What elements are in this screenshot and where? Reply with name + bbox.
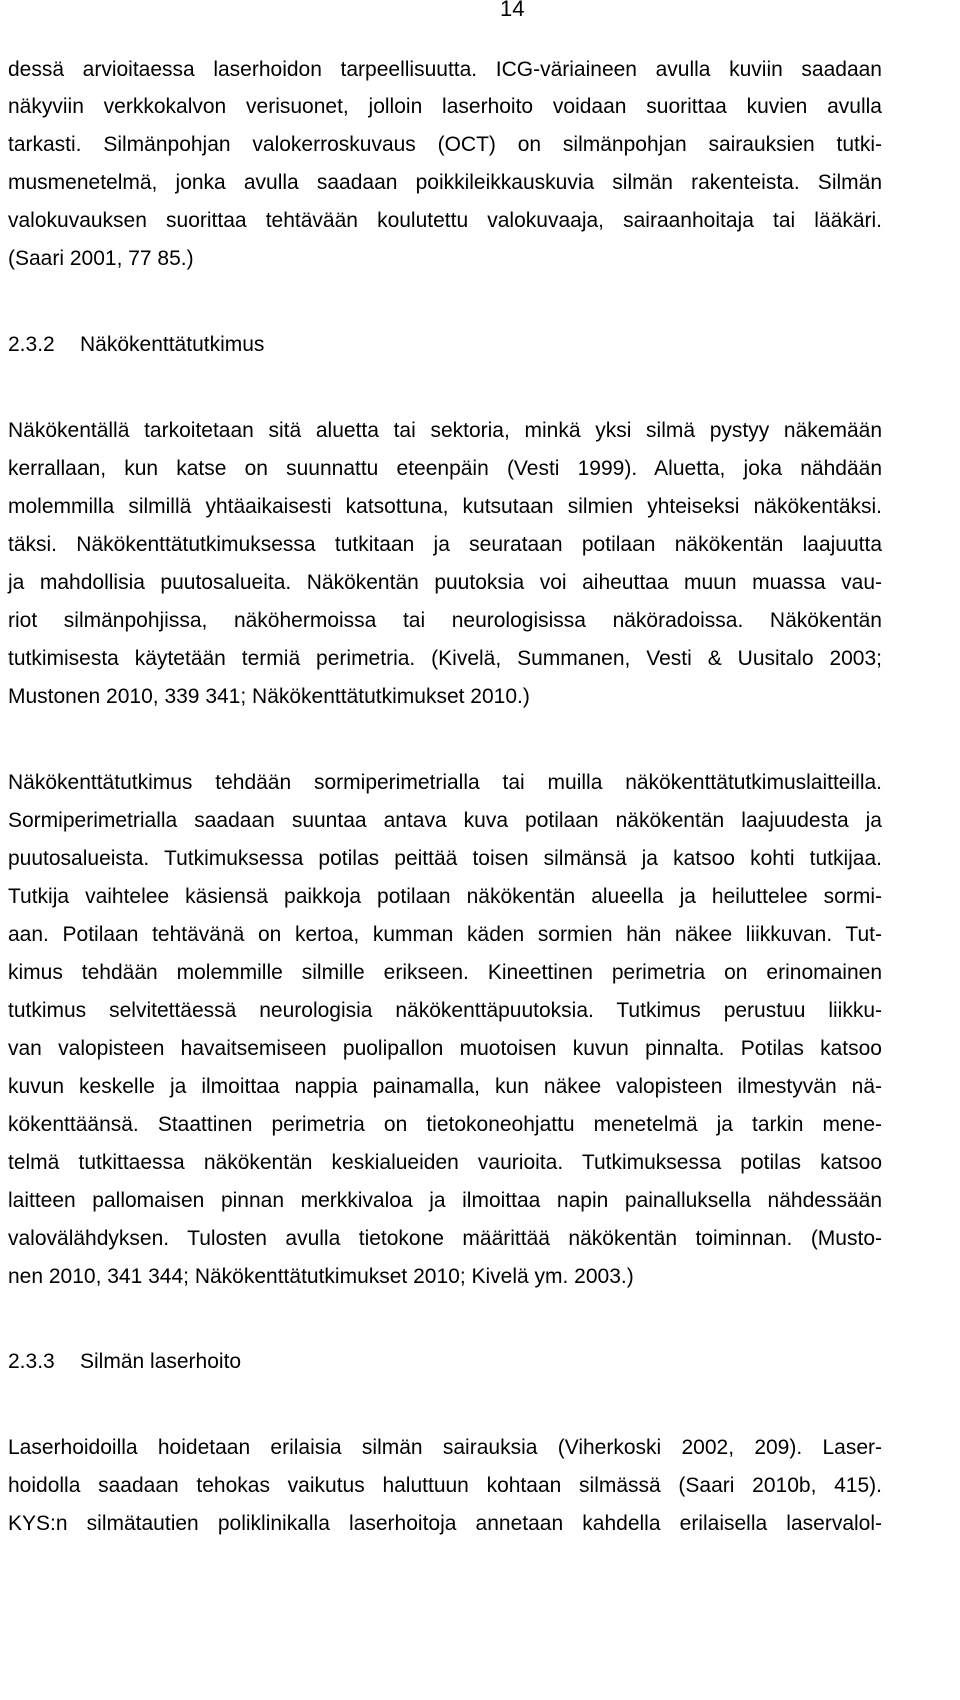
text-line: kuvun keskelle ja ilmoittaa nappia painamalla, kun näkee valopisteen ilmestyvän nä- <box>8 1075 882 1098</box>
page-number: 14 <box>500 0 525 21</box>
text-line: dessä arvioitaessa laserhoidon tarpeellisuutta. ICG-väriaineen avulla kuviin saadaan <box>8 58 882 81</box>
text-line: näkyviin verkkokalvon verisuonet, jolloin laserhoito voidaan suorittaa kuvien avulla <box>8 95 882 118</box>
text-line: tarkasti. Silmänpohjan valokerroskuvaus (OCT) on silmänpohjan sairauksien tutki- <box>8 133 882 156</box>
text-line: kökenttäänsä. Staattinen perimetria on tietokoneohjattu menetelmä ja tarkin mene- <box>8 1113 882 1136</box>
text-line: kimus tehdään molemmille silmille erikseen. Kineettinen perimetria on erinomainen <box>8 961 882 984</box>
text-line: (Saari 2001, 77 85.) <box>8 247 194 270</box>
text-line: täksi. Näkökenttätutkimuksessa tutkitaan ja seurataan potilaan näkökentän laajuutta <box>8 533 882 556</box>
text-line: valovälähdyksen. Tulosten avulla tietokone määrittää näkökentän toiminnan. (Musto- <box>8 1227 882 1250</box>
text-line: Näkökenttätutkimus tehdään sormiperimetrialla tai muilla näkökenttätutkimuslaitteilla. <box>8 771 882 794</box>
text-line: laitteen pallomaisen pinnan merkkivaloa ja ilmoittaa napin painalluksella nähdessään <box>8 1189 882 1212</box>
text-line: Näkökentällä tarkoitetaan sitä aluetta tai sektoria, minkä yksi silmä pystyy näkemään <box>8 419 882 442</box>
text-line: Sormiperimetrialla saadaan suuntaa antava kuva potilaan näkökentän laajuudesta ja <box>8 809 882 832</box>
text-line: tutkimus selvitettäessä neurologisia näkökenttäpuutoksia. Tutkimus perustuu liikku- <box>8 999 882 1022</box>
text-line: Laserhoidoilla hoidetaan erilaisia silmän sairauksia (Viherkoski 2002, 209). Laser- <box>8 1436 882 1459</box>
section-heading-2-3-3 <box>8 1348 882 1378</box>
text-line: Mustonen 2010, 339 341; Näkökenttätutkimukset 2010.) <box>8 685 530 708</box>
text-line: KYS:n silmätautien poliklinikalla laserhoitoja annetaan kahdella erilaisella laservalol- <box>8 1512 882 1535</box>
section-title: Näkökenttätutkimus <box>80 333 265 356</box>
text-line: telmä tutkittaessa näkökentän keskialueiden vaurioita. Tutkimuksessa potilas katsoo <box>8 1151 882 1174</box>
text-line: musmenetelmä, jonka avulla saadaan poikkileikkauskuvia silmän rakenteista. Silmän <box>8 171 882 194</box>
section-title: Silmän laserhoito <box>80 1350 242 1373</box>
text-line: valokuvauksen suorittaa tehtävään koulutettu valokuvaaja, sairaanhoitaja tai lääkäri. <box>8 209 882 232</box>
section-heading-2-3-2 <box>8 331 882 361</box>
text-line: tutkimisesta käytetään termiä perimetria. (Kivelä, Summanen, Vesti & Uusitalo 2003; <box>8 647 882 670</box>
section-number: 2.3.3 <box>8 1350 55 1373</box>
text-line: ja mahdollisia puutosalueita. Näkökentän puutoksia voi aiheuttaa muun muassa vau- <box>8 571 882 594</box>
text-line: van valopisteen havaitsemiseen puolipallon muotoisen kuvun pinnalta. Potilas katsoo <box>8 1037 882 1060</box>
text-line: molemmilla silmillä yhtäaikaisesti katsottuna, kutsutaan silmien yhteiseksi näkökentäksi. <box>8 495 882 518</box>
section-number: 2.3.2 <box>8 333 55 356</box>
text-line: puutosalueista. Tutkimuksessa potilas peittää toisen silmänsä ja katsoo kohti tutkijaa. <box>8 847 882 870</box>
text-line: kerrallaan, kun katse on suunnattu eteenpäin (Vesti 1999). Aluetta, joka nähdään <box>8 457 882 480</box>
text-line: nen 2010, 341 344; Näkökenttätutkimukset 2010; Kivelä ym. 2003.) <box>8 1265 634 1288</box>
text-line: Tutkija vaihtelee käsiensä paikkoja potilaan näkökentän alueella ja heiluttelee sormi- <box>8 885 882 908</box>
text-line: riot silmänpohjissa, näköhermoissa tai neurologisissa näköradoissa. Näkökentän <box>8 609 882 632</box>
text-line: aan. Potilaan tehtävänä on kertoa, kumman käden sormien hän näkee liikkuvan. Tut- <box>8 923 882 946</box>
text-line: hoidolla saadaan tehokas vaikutus haluttuun kohtaan silmässä (Saari 2010b, 415). <box>8 1474 882 1497</box>
